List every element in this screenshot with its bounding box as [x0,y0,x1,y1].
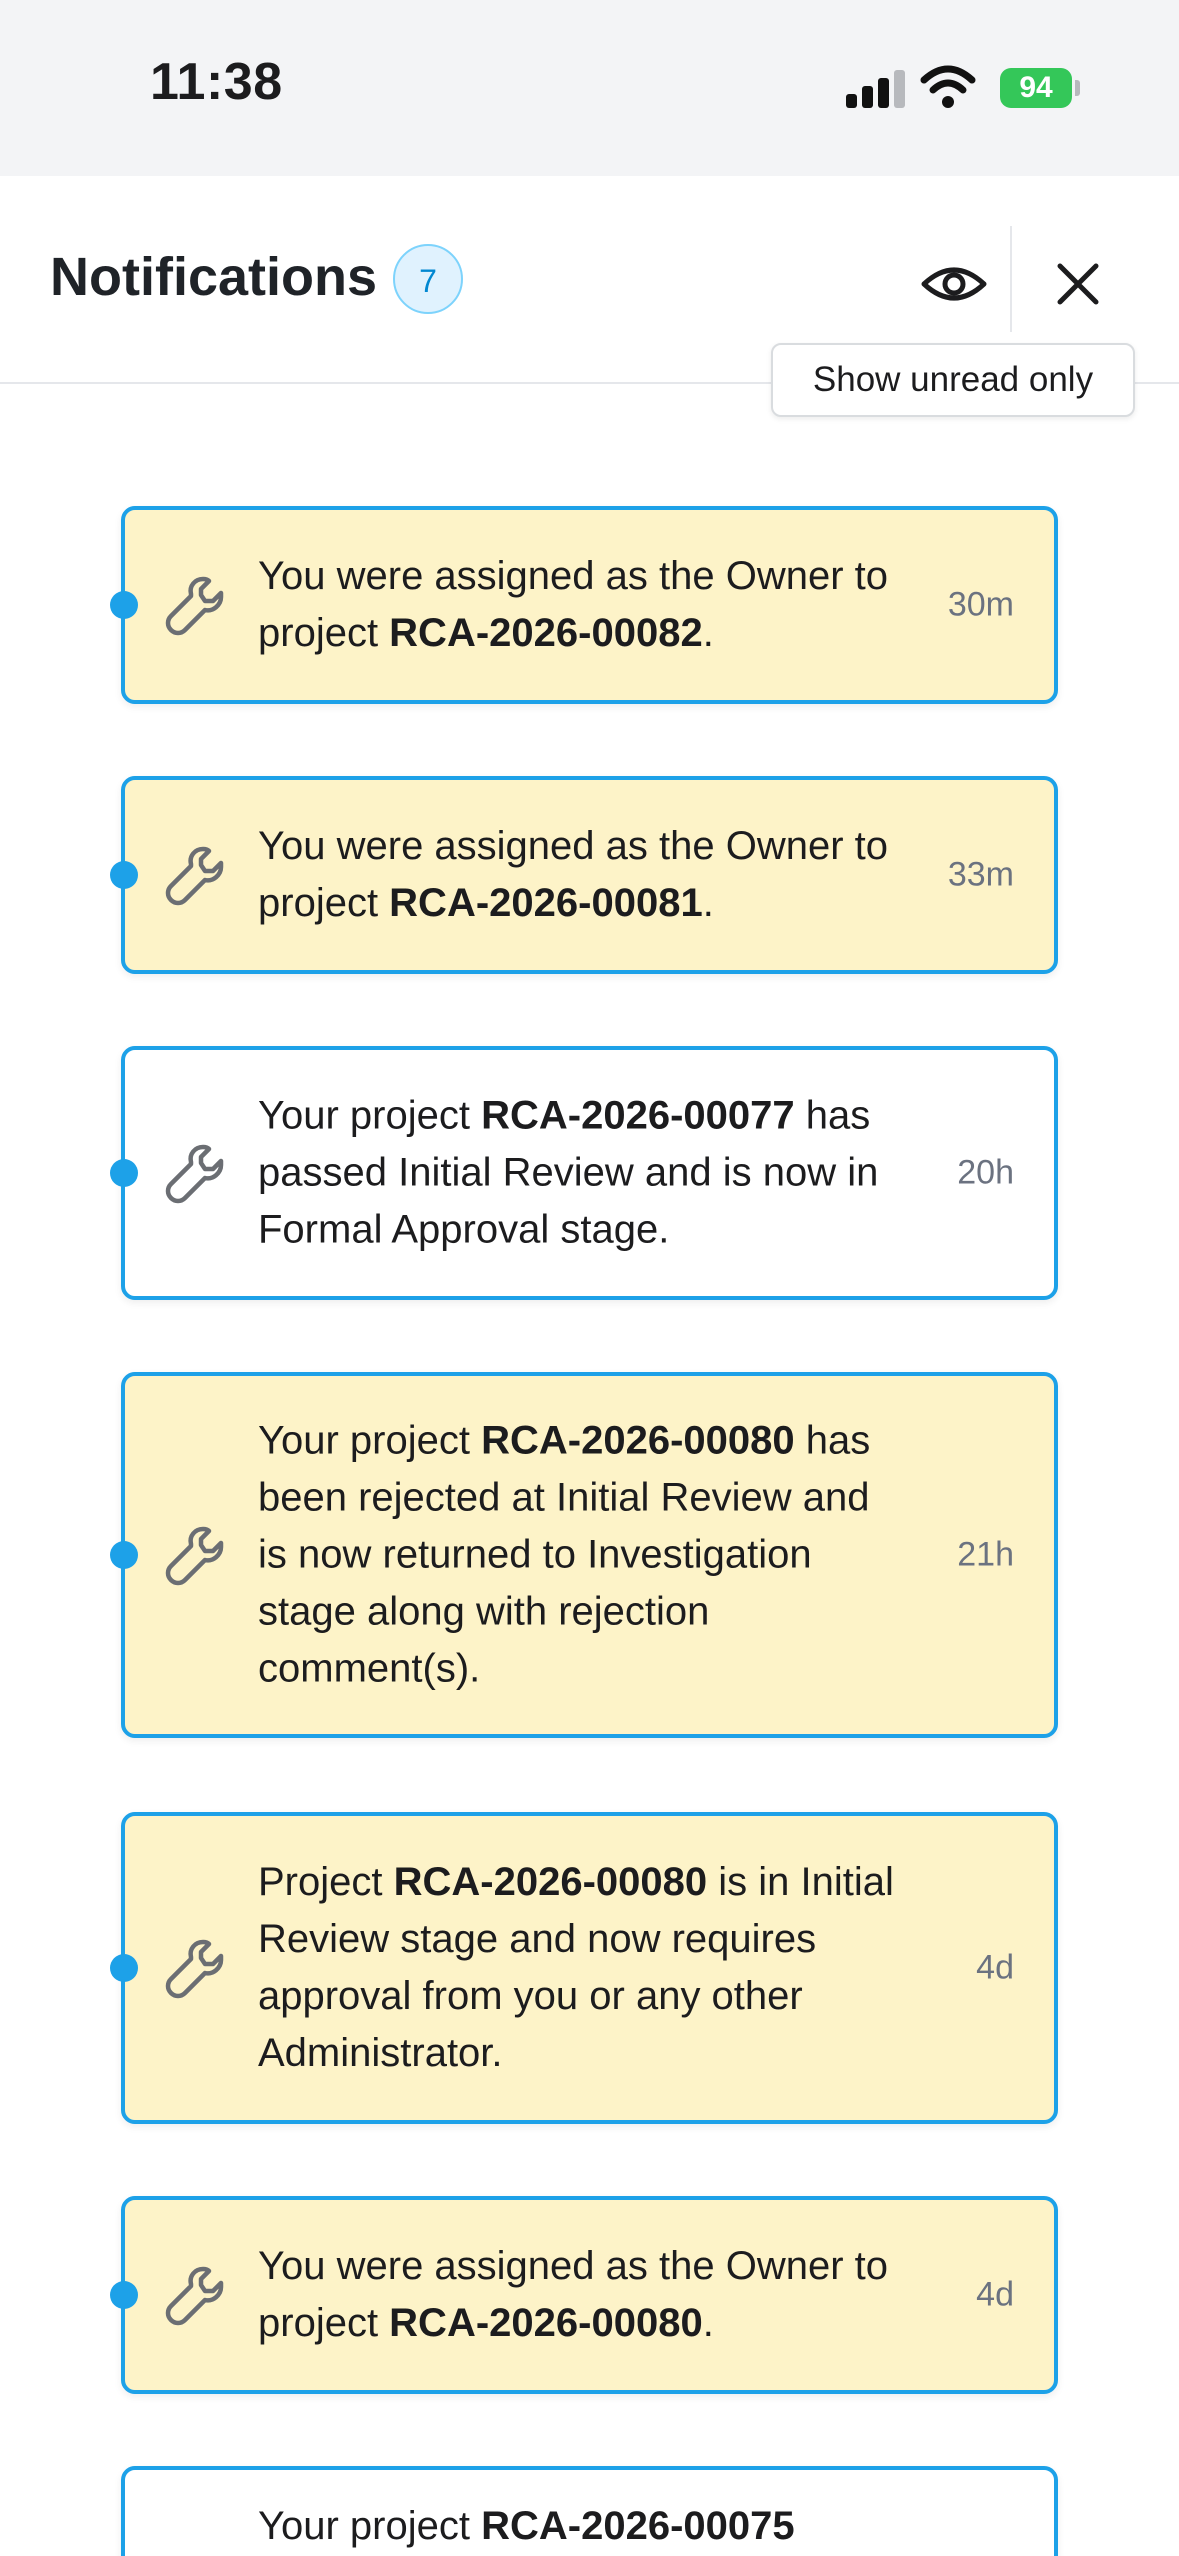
notification-message: Your project RCA-2026-00075 [258,2504,795,2548]
notification-time: 30m [947,585,1014,624]
unread-dot [110,1541,138,1569]
wrench-icon [163,1936,227,2000]
notification-item[interactable] [121,506,1058,704]
status-time: 11:38 [150,53,283,111]
unread-dot [110,2281,138,2309]
notification-message: You were assigned as the Owner to project RCA-2026-00082. [258,554,889,655]
unread-dot [110,1159,138,1187]
notification-message: You were assigned as the Owner to project RCA-2026-00080. [258,2244,889,2345]
notification-item[interactable] [121,2196,1058,2394]
project-id: RCA-2026-00080 [389,2301,703,2345]
page-title: Notifications [50,247,378,307]
notification-message: You were assigned as the Owner to project RCA-2026-00081. [258,824,889,925]
wrench-icon [163,843,227,907]
wrench-icon [163,1141,227,1205]
notification-item[interactable] [121,1046,1058,1300]
cellular-signal-icon [846,70,906,108]
notification-time: 4d [976,2275,1014,2314]
wrench-icon [163,2263,227,2327]
status-bar [0,0,1179,176]
project-id: RCA-2026-00082 [389,611,703,655]
project-id: RCA-2026-00077 [481,1093,795,1138]
notification-list [0,382,1179,2556]
notification-time: 33m [947,855,1014,894]
unread-dot [110,1954,138,1982]
battery-level: 94 [1019,71,1053,104]
wifi-icon [920,64,976,110]
notification-item[interactable] [121,1812,1058,2124]
eye-icon[interactable] [918,252,990,316]
wrench-icon [163,1523,227,1587]
notification-message: Project RCA-2026-00080 is in Initial Review stage and now requires approval from you or any other Administrator. [258,1860,894,2075]
notification-message: Your project RCA-2026-00077 has passed Initial Review and is now in Formal Approval stage. [258,1093,879,1252]
notification-time: 21h [957,1535,1014,1574]
project-id: RCA-2026-00080 [393,1860,708,1904]
unread-dot [110,591,138,619]
battery-cap [1075,80,1080,96]
project-id: RCA-2026-00075 [481,2504,795,2548]
header-divider [1010,226,1012,332]
unread-dot [110,861,138,889]
unread-count-badge: 7 [393,244,463,314]
project-id: RCA-2026-00081 [389,881,703,925]
battery-icon [1000,68,1072,108]
notification-item[interactable] [121,776,1058,974]
notification-item[interactable] [121,1372,1058,1738]
notification-item[interactable] [121,2466,1058,2556]
close-icon[interactable] [1046,252,1110,316]
notification-message: Your project RCA-2026-00080 has been rejected at Initial Review and is now returned to Investigation stage along with rejection comment(s). [258,1418,871,1691]
show-unread-tooltip: Show unread only [771,343,1135,417]
notification-time: 4d [976,1948,1014,1987]
wrench-icon [163,573,227,637]
project-id: RCA-2026-00080 [481,1418,795,1463]
notification-time: 20h [957,1153,1014,1192]
